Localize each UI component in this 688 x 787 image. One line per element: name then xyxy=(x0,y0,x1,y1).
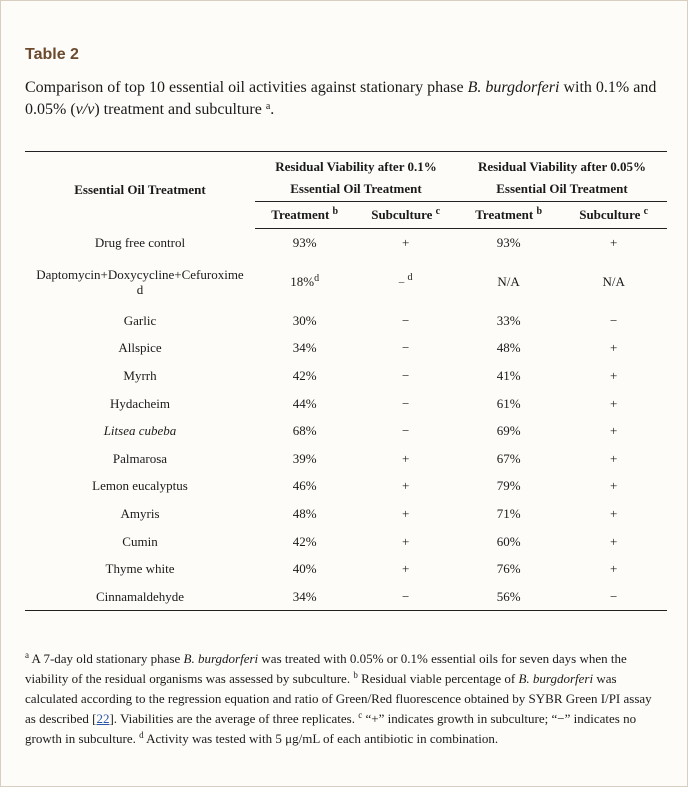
cell-treatment-0.1: 93% xyxy=(292,235,317,251)
table-row xyxy=(25,389,667,417)
caption-vv: v/v xyxy=(75,101,95,118)
cell-name: Cinnamaldehyde xyxy=(25,583,255,611)
table-title: Table 2 xyxy=(25,46,79,63)
cell-subculture-0.05: + xyxy=(609,235,618,251)
cell-subculture-0.1: + xyxy=(401,478,410,494)
cell-name: Hydacheim xyxy=(110,395,170,411)
cell-treatment-0.1: 34% xyxy=(292,340,317,356)
cell-name: Allspice xyxy=(118,340,162,356)
subheader-subculture: Subculture $^c$ xyxy=(560,202,667,229)
cell-treatment-0.05: 33% xyxy=(496,312,521,328)
cell-treatment-0.05: 56% xyxy=(457,583,560,611)
caption-text: Comparison of top 10 essential oil activities against stationary phase xyxy=(25,79,468,96)
cell-subculture-0.1: − xyxy=(401,340,410,356)
table-row xyxy=(25,445,667,473)
column-group-0.1: Residual Viability after 0.1% Essential Oil Treatment xyxy=(255,152,457,202)
cell-subculture-0.1: + xyxy=(401,533,410,549)
table-footnotes: $^a$ A 7-day old stationary phase B. burgdorferi was treated with 0.05% or 0.1% essential oils for seven days when the viability of the residual organisms was assessed by subculture. $^b$ Residual viable percentage of B. burgdorferi was calculated according to the regression equation and ratio of Green/Red fluorescence obtained by SYBR Green I/PI assay as described [22]. Viabilities are the average of three replicates. $^c$ “+” indicates growth in subculture; “−” indicates no growth in subculture. $^d$ Activity was tested with 5 μg/mL of each antibiotic in combination. xyxy=(25,650,652,746)
table-row xyxy=(25,334,667,362)
table-row xyxy=(25,362,667,390)
cell-subculture-0.05: + xyxy=(609,533,618,549)
cell-name: Thyme white xyxy=(105,561,175,577)
cell-subculture-0.1: − xyxy=(401,423,410,439)
cell-treatment-0.1: 30% xyxy=(292,312,317,328)
cell-name: Lemon eucalyptus xyxy=(92,478,188,494)
cell-subculture-0.05: + xyxy=(609,340,618,356)
cell-treatment-0.1: 40% xyxy=(292,561,317,577)
cell-subculture-0.1: − xyxy=(401,312,410,328)
subheader-subculture: Subculture $^c$ xyxy=(354,202,457,229)
cell-subculture-0.05: + xyxy=(609,368,618,384)
cell-treatment-0.1: 46% xyxy=(292,478,317,494)
cell-treatment-0.05: 76% xyxy=(496,561,521,577)
table-row xyxy=(25,417,667,445)
cell-treatment-0.1: 44% xyxy=(292,395,317,411)
reference-link-22[interactable]: 22 xyxy=(96,711,110,726)
table-row xyxy=(25,257,667,307)
cell-treatment-0.1: 68% xyxy=(292,423,317,439)
table-row xyxy=(25,583,667,611)
cell-subculture-0.05: − xyxy=(609,312,618,328)
caption-organism: B. burgdorferi xyxy=(467,79,560,96)
cell-subculture-0.05: + xyxy=(609,478,618,494)
footnote-a-marker: a xyxy=(25,650,29,660)
cell-treatment-0.05: 79% xyxy=(496,478,521,494)
cell-treatment-0.05: 69% xyxy=(496,423,521,439)
table-row xyxy=(25,555,667,583)
footnote-c-marker: c xyxy=(358,710,363,720)
cell-subculture-0.05: + xyxy=(609,506,618,522)
cell-subculture-0.1: − xyxy=(354,583,457,611)
cell-treatment-0.1: 48% xyxy=(292,506,317,522)
subheader-treatment: Treatment $^b$ xyxy=(457,202,560,229)
cell-subculture-0.05: − xyxy=(560,583,667,611)
caption-text: ) treatment and subculture xyxy=(94,101,266,118)
cell-subculture-0.1: − xyxy=(401,395,410,411)
cell-name: Garlic xyxy=(123,312,157,328)
cell-name: Amyris xyxy=(120,506,160,522)
cell-treatment-0.1: 18%$^d$ xyxy=(290,273,320,290)
cell-treatment-0.05: 71% xyxy=(496,506,521,522)
table-row xyxy=(25,307,667,335)
footnote-d-marker: d xyxy=(139,730,144,740)
cell-subculture-0.1: − xyxy=(401,368,410,384)
table-row xyxy=(25,229,667,257)
cell-treatment-0.05: 41% xyxy=(496,368,521,384)
cell-name: Drug free control xyxy=(94,235,186,251)
cell-treatment-0.05: N/A xyxy=(497,274,520,290)
cell-subculture-0.1: + xyxy=(401,561,410,577)
cell-subculture-0.05: + xyxy=(609,561,618,577)
cell-treatment-0.05: 48% xyxy=(496,340,521,356)
caption-footnote-marker: a xyxy=(265,101,271,112)
cell-treatment-0.05: 93% xyxy=(496,235,521,251)
cell-subculture-0.05: + xyxy=(609,450,618,466)
caption-text: with 0.1% and 0.05% ( xyxy=(25,79,657,118)
cell-subculture-0.1: + xyxy=(401,506,410,522)
cell-treatment-0.1: 42% xyxy=(292,533,317,549)
table-caption xyxy=(25,77,665,121)
cell-subculture-0.1: – $^d$ xyxy=(398,272,413,289)
cell-subculture-0.05: + xyxy=(609,395,618,411)
table-row xyxy=(25,472,667,500)
cell-treatment-0.1: 34% xyxy=(255,583,354,611)
cell-name: Myrrh xyxy=(123,368,157,384)
cell-treatment-0.05: 60% xyxy=(496,533,521,549)
cell-treatment-0.05: 67% xyxy=(496,450,521,466)
cell-name: Daptomycin+Doxycycline+Cefuroxime d xyxy=(36,266,244,297)
cell-subculture-0.05: + xyxy=(609,423,618,439)
caption-end: . xyxy=(270,101,275,118)
cell-treatment-0.1: 39% xyxy=(292,450,317,466)
cell-name: Litsea cubeba xyxy=(103,423,177,439)
table-row xyxy=(25,527,667,555)
cell-subculture-0.1: + xyxy=(401,450,410,466)
cell-name: Palmarosa xyxy=(112,450,168,466)
data-table xyxy=(25,151,667,611)
cell-treatment-0.05: 61% xyxy=(496,395,521,411)
footnote-b-marker: b xyxy=(353,670,358,680)
subheader-treatment: Treatment $^b$ xyxy=(255,202,354,229)
table-row xyxy=(25,500,667,528)
cell-subculture-0.05: N/A xyxy=(602,274,625,290)
column-group-0.05: Residual Viability after 0.05% Essential Oil Treatment xyxy=(457,152,667,202)
cell-subculture-0.1: + xyxy=(401,235,410,251)
column-header-treatment: Essential Oil Treatment xyxy=(25,152,255,229)
cell-name: Cumin xyxy=(122,533,158,549)
cell-treatment-0.1: 42% xyxy=(292,368,317,384)
